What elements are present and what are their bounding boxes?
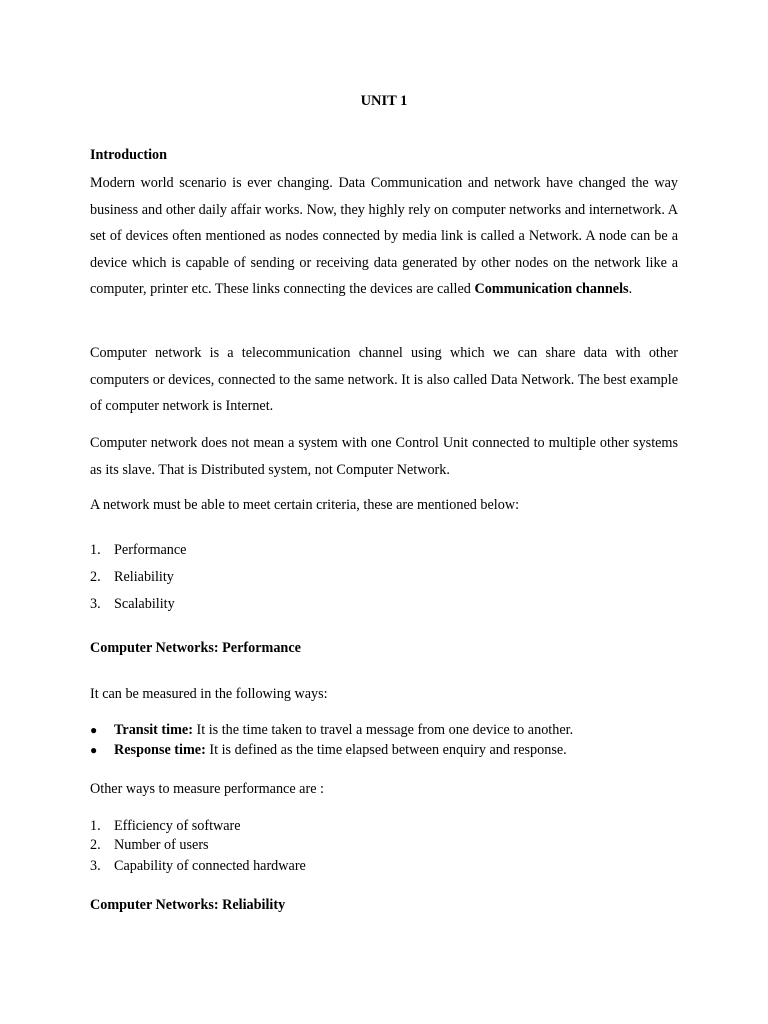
introduction-heading: Introduction bbox=[90, 147, 167, 163]
performance-heading: Computer Networks: Performance bbox=[90, 640, 301, 656]
communication-channels-term: Communication channels bbox=[474, 281, 629, 298]
performance-list-item bbox=[90, 818, 241, 835]
performance-list-item bbox=[90, 837, 209, 854]
performance-list-label: Efficiency of software bbox=[114, 818, 241, 834]
performance-list-label: Number of users bbox=[114, 837, 209, 853]
intro-paragraph-1-end: . bbox=[628, 281, 633, 298]
criteria-item bbox=[90, 569, 174, 586]
intro-paragraph-1-text: Modern world scenario is ever changing. Data Communication and network have changed the way business and other daily affair works. Now, they highly rely on computer networks and internetwork. A set of devices often mentioned as nodes connected by media link is called a Network. A node can be a device which is capable of sending or receiving data generated by other nodes on the network like a computer, printer etc. These links connecting the devices are called bbox=[90, 175, 678, 298]
reliability-heading: Computer Networks: Reliability bbox=[90, 897, 286, 913]
bullet-text: It is the time taken to travel a message from one device to another. bbox=[192, 722, 574, 738]
unit-title: UNIT 1 bbox=[360, 93, 408, 109]
criteria-item-label: Performance bbox=[114, 542, 187, 558]
criteria-item-label: Reliability bbox=[114, 569, 174, 585]
bullet-term: Response time: bbox=[114, 742, 206, 758]
intro-paragraph-3: Computer network does not mean a system with one Control Unit connected to multiple other systems as its slave. That is Distributed system, not Computer Network. bbox=[90, 435, 678, 478]
bullet-term: Transit time: bbox=[114, 722, 193, 738]
bullet-text: It is defined as the time elapsed between enquiry and response. bbox=[205, 742, 567, 758]
intro-paragraph-4: A network must be able to meet certain criteria, these are mentioned below: bbox=[90, 497, 520, 513]
intro-paragraph-1 bbox=[90, 170, 678, 303]
bullet-item bbox=[90, 722, 573, 739]
criteria-item bbox=[90, 542, 186, 559]
other-ways-text: Other ways to measure performance are : bbox=[90, 781, 324, 797]
performance-measured-text: It can be measured in the following ways: bbox=[90, 686, 328, 702]
criteria-item-number: 2. bbox=[90, 569, 101, 585]
criteria-item-number: 1. bbox=[90, 542, 101, 558]
bullet-icon: ● bbox=[90, 743, 98, 757]
performance-list-number: 1. bbox=[90, 818, 101, 834]
bullet-item bbox=[90, 742, 567, 759]
criteria-item-number: 3. bbox=[90, 596, 101, 612]
performance-list-number: 2. bbox=[90, 837, 101, 853]
performance-list-label: Capability of connected hardware bbox=[114, 858, 306, 874]
performance-list-item bbox=[90, 858, 306, 875]
criteria-item bbox=[90, 596, 175, 613]
performance-list-number: 3. bbox=[90, 858, 101, 874]
bullet-icon: ● bbox=[90, 723, 98, 737]
intro-paragraph-2: Computer network is a telecommunication channel using which we can share data with other computers or devices, connected to the same network. It is also called Data Network. The best example of computer network is Internet. bbox=[90, 345, 678, 415]
criteria-item-label: Scalability bbox=[114, 596, 175, 612]
